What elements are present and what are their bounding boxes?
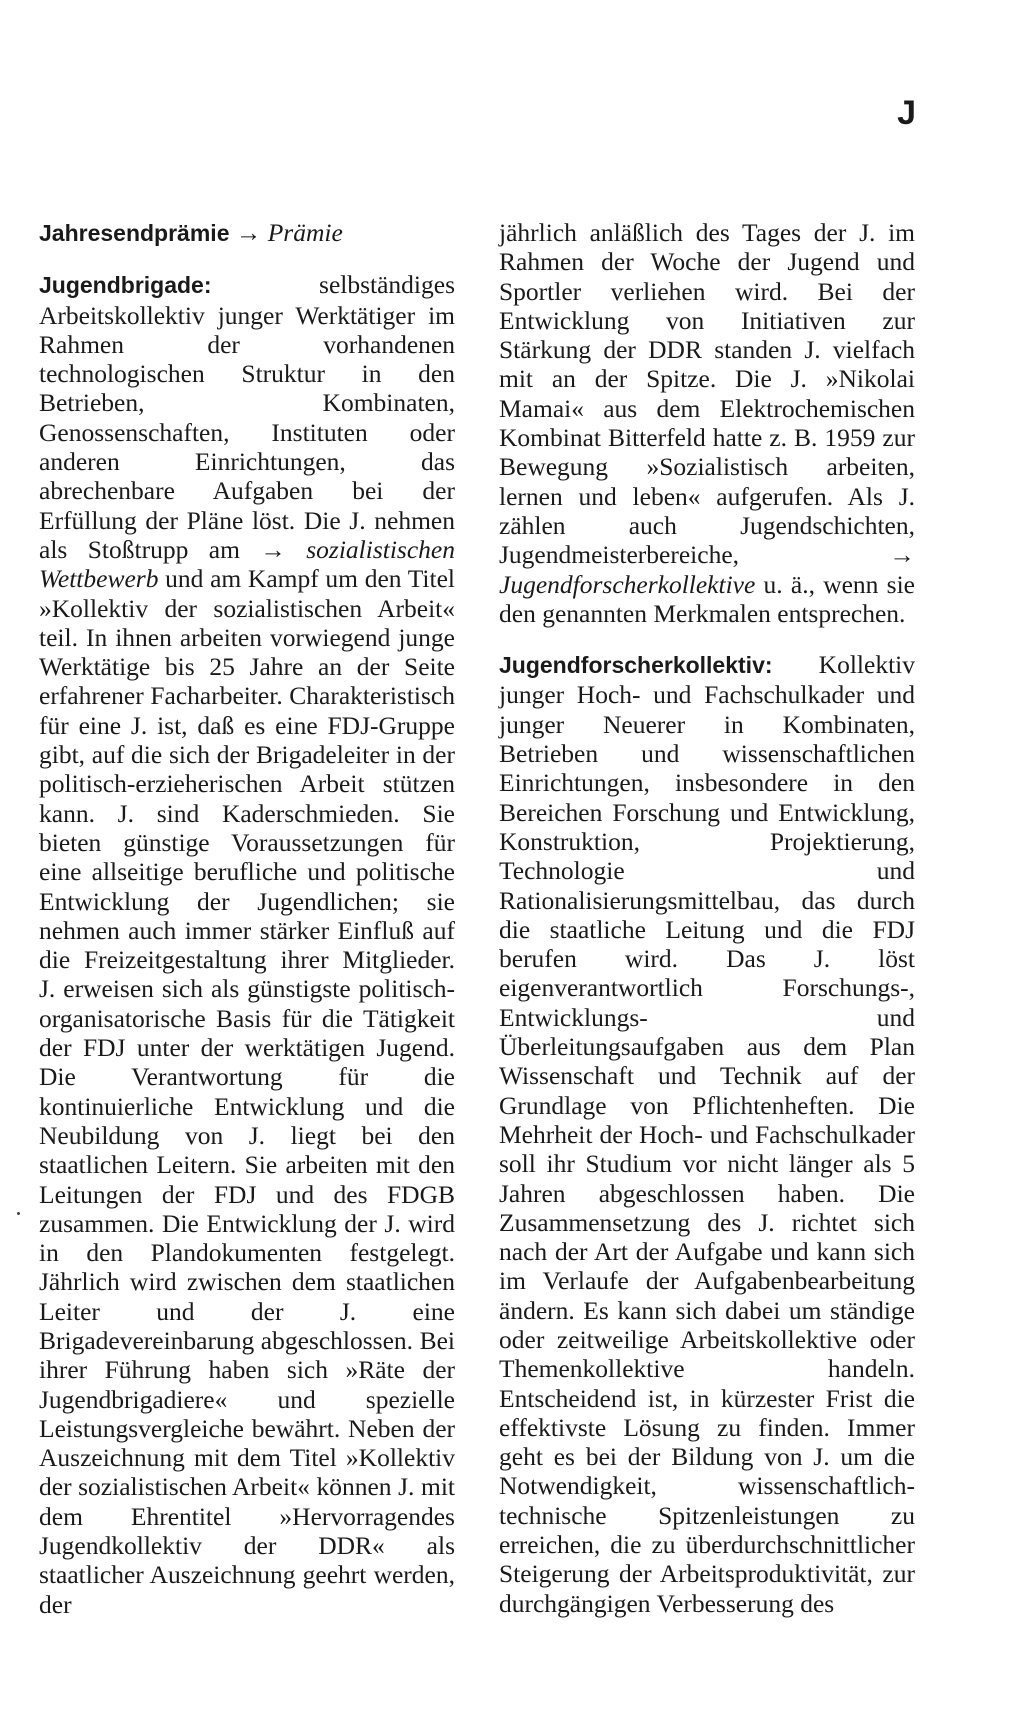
entry-text: und am Kampf um den Titel »Kollektiv der sozialistischen Arbeit« teil. In ihnen arbeiten vorwiegend junge Werktätige bis 25 Jahre an der Seite erfahrener Facharbeiter. Charakteristisch für eine J. ist, daß es eine FDJ-Gruppe gibt, auf die sich der Brigadeleiter in der politisch-erzieherischen Arbeit stützen kann. J. sind Kaderschmieden. Sie bieten günstige Voraussetzungen für eine allseitige berufliche und politische Entwicklung der Jugendlichen; sie nehmen auch immer stärker Einfluß auf die Freizeitgestaltung ihrer Mitglieder. J. erweisen sich als günstigste politisch-organisatorische Basis für die Tätigkeit der FDJ unter der werktätigen Jugend. Die Verantwortung für die kontinuierliche Entwicklung und die Neubildung von J. liegt bei den staatlichen Leitern. Sie arbeiten mit den Leitungen der FDJ und des FDGB zusammen. Die Entwicklung der J. wird in den Plandokumenten festgelegt. Jährlich wird zwischen dem staatlichen Leiter und der J. eine Brigadevereinbarung abgeschlossen. Bei ihrer Führung haben sich »Räte der Jugendbrigadiere« und spezielle Leistungsvergleiche bewährt. Neben der Auszeichnung mit dem Titel »Kollektiv der sozialistischen Arbeit« können J. mit dem Ehrentitel »Hervorragendes Jugendkollektiv der DDR« als staatlicher Auszeichnung geehrt werden, der — [39, 564, 455, 1619]
entry-text: selbständiges Arbeitskollektiv junger Werktätiger im Rahmen der vorhandenen technologischen Struktur in den Betrieben, Kombinaten, Genossenschaften, Instituten oder anderen Einrichtungen, das abrechenbare Aufgaben bei der Erfüllung der Pläne löst. Die J. nehmen als Stoßtrupp am — [39, 270, 455, 564]
left-column — [39, 218, 455, 1641]
entry-term: Jugendbrigade: — [39, 272, 212, 299]
cross-reference-arrow-icon: → — [889, 540, 915, 570]
entry-term: Jugendforscherkollektiv: — [499, 652, 773, 679]
cross-reference-arrow-icon: → — [235, 218, 262, 247]
entry-jugendbrigade-continued — [499, 218, 915, 628]
entry-term: Jahresendprämie — [39, 220, 230, 246]
entry-jugendforscherkollektiv — [499, 650, 915, 1618]
entry-jugendbrigade — [39, 270, 455, 1619]
right-column — [499, 218, 915, 1640]
entry-text: u. ä., wenn sie den genannten Merkmalen entsprechen. — [499, 569, 915, 628]
entry-text: jährlich anläßlich des Tages der J. im Rahmen der Woche der Jugend und Sportler verliehen wird. Bei der Entwicklung von Initiativen zur Stärkung der DDR standen J. vielfach mit an der Spitze. Die J. »Nikolai Mamai« aus dem Elektrochemischen Kombinat Bitterfeld hatte z. B. 1959 zur Bewegung »Sozialistisch arbeiten, lernen und leben« aufgerufen. Als J. zählen auch Jugendschichten, Jugendmeisterbereiche, — [499, 218, 915, 570]
entry-jahresendpraemie — [39, 218, 455, 248]
cross-reference: Jugendforscherkollektive — [499, 569, 756, 599]
cross-reference: Prämie — [267, 218, 343, 247]
page-letter-heading: J — [897, 94, 916, 132]
cross-reference-arrow-icon: → — [260, 534, 286, 564]
entry-text: Kollektiv junger Hoch- und Fachschulkader und junger Neuerer in Kombinaten, Betrieben und wissenschaftlichen Einrichtungen, insbesondere in den Bereichen Forschung und Entwicklung, Konstruktion, Projektierung, Technologie und Rationalisierungsmittelbau, das durch die staatliche Leitung und die FDJ berufen wird. Das J. löst eigenverantwortlich Forschungs-, Entwicklungs- und Überleitungsaufgaben aus dem Plan Wissenschaft und Technik auf der Grundlage von Pflichtenheften. Die Mehrheit der Hoch- und Fachschulkader soll ihr Studium vor nicht länger als 5 Jahren abgeschlossen haben. Die Zusammensetzung des J. richtet sich nach der Art der Aufgabe und kann sich im Verlaufe der Aufgabenbearbeitung ändern. Es kann sich dabei um ständige oder zeitweilige Arbeitskollektive oder Themenkollektive handeln. Entscheidend ist, in kürzester Frist die effektivste Lösung zu finden. Immer geht es bei der Bildung von J. um die Notwendigkeit, wissenschaftlich-technische Spitzenleistungen zu erreichen, die zu überdurchschnittlicher Steigerung der Arbeitsproduktivität, zur durchgängigen Verbesserung des — [499, 650, 915, 1618]
cross-reference: sozialistischen Wettbewerb — [39, 534, 455, 594]
print-speck — [17, 1212, 20, 1215]
